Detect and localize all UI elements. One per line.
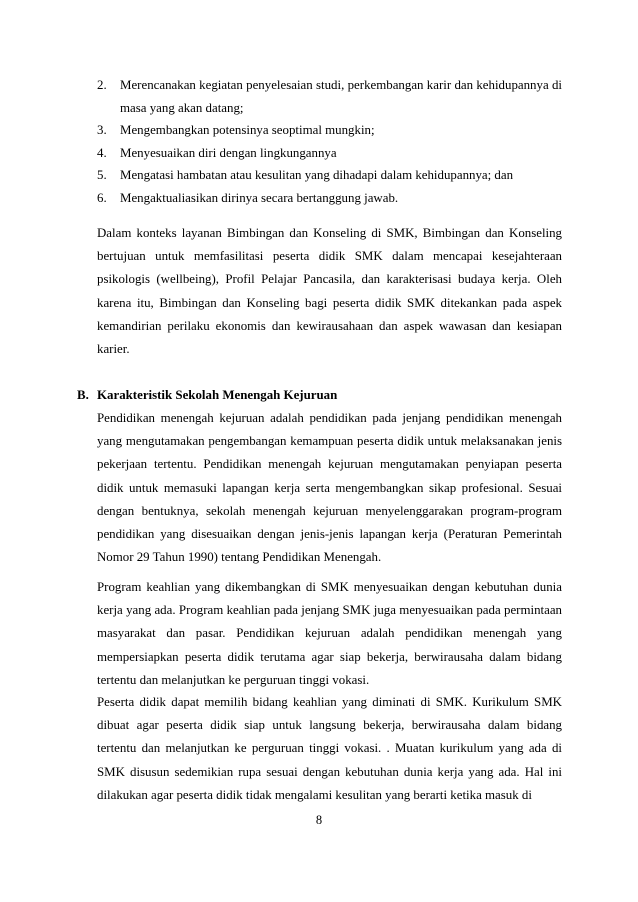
paragraph-bk-context: Dalam konteks layanan Bimbingan dan Konseling di SMK, Bimbingan dan Konseling bertujuan untuk memfasilitasi peserta didik SMK dalam mencapai kesejahteraan psikologis (wellbeing), Profil Pelajar Pancasila, dan karakterisasi budaya kerja. Oleh karena itu, Bimbingan dan Konseling bagi peserta didik SMK ditekankan pada aspek kemandirian perilaku ekonomis dan kewirausahaan dan aspek wawasan dan kesiapan karier. — [97, 226, 562, 357]
list-item-text: Mengembangkan potensinya seoptimal mungkin; — [120, 123, 375, 138]
page-number: 8 — [315, 813, 323, 827]
section-heading — [77, 384, 562, 406]
section-title: Karakteristik Sekolah Menengah Kejuruan — [97, 388, 338, 402]
list-item-text: Menyesuaikan diri dengan lingkungannya — [120, 145, 337, 160]
list-item-number: 3. — [97, 123, 107, 138]
list-item-text: Mengaktualiasikan dirinya secara bertanggung jawab. — [120, 190, 399, 205]
list-item-text: Mengatasi hambatan atau kesulitan yang dihadapi dalam kehidupannya; dan — [120, 168, 514, 183]
paragraph-program-keahlian: Program keahlian yang dikembangkan di SMK menyesuaikan dengan kebutuhan dunia kerja yang ada. Program keahlian pada jenjang SMK juga menyesuaikan pada permintaan masyarakat dan pasar. Pendidikan kejuruan adalah pendidikan menengah yang mempersiapkan peserta didik terutama agar siap bekerja, berwirausaha dalam bidang tertentu dan melanjutkan ke perguruan tinggi vokasi. — [97, 580, 562, 687]
objectives-list — [97, 74, 562, 210]
list-item-text: Merencanakan kegiatan penyelesaian studi, perkembangan karir dan kehidupannya di masa yang akan datang; — [120, 78, 562, 115]
list-item-number: 5. — [97, 168, 107, 183]
paragraph-smk-definition: Pendidikan menengah kejuruan adalah pendidikan pada jenjang pendidikan menengah yang mengutamakan pengembangan kemampuan peserta didik untuk melaksanakan jenis pekerjaan tertentu. Pendidikan menengah kejuruan mengutamakan penyiapan peserta didik untuk memasuki lapangan kerja serta mengembangkan sikap profesional. Sesuai dengan bentuknya, sekolah menengah kejuruan menyelenggarakan program-program pendidikan yang disesuaikan dengan jenis-jenis lapangan kerja (Peraturan Pemerintah Nomor 29 Tahun 1990) tentang Pendidikan Menengah. — [97, 411, 562, 565]
list-item — [97, 142, 562, 165]
list-item-number: 2. — [97, 78, 107, 92]
list-item-number: 4. — [97, 145, 107, 160]
list-item-number: 6. — [97, 190, 107, 205]
list-item — [97, 74, 562, 119]
section-letter: B. — [77, 388, 89, 402]
list-item — [97, 187, 562, 210]
paragraph-kurikulum: Peserta didik dapat memilih bidang keahlian yang diminati di SMK. Kurikulum SMK dibuat agar peserta didik siap untuk langsung bekerja, berwirausaha dalam bidang tertentu dan melanjutkan ke perguruan tinggi vokasi. . Muatan kurikulum yang ada di SMK disusun sedemikian rupa sesuai dengan kebutuhan dunia kerja yang ada. Hal ini dilakukan agar peserta didik tidak mengalami kesulitan yang berarti ketika masuk di — [97, 695, 562, 802]
list-item — [97, 119, 562, 142]
list-item — [97, 164, 562, 187]
